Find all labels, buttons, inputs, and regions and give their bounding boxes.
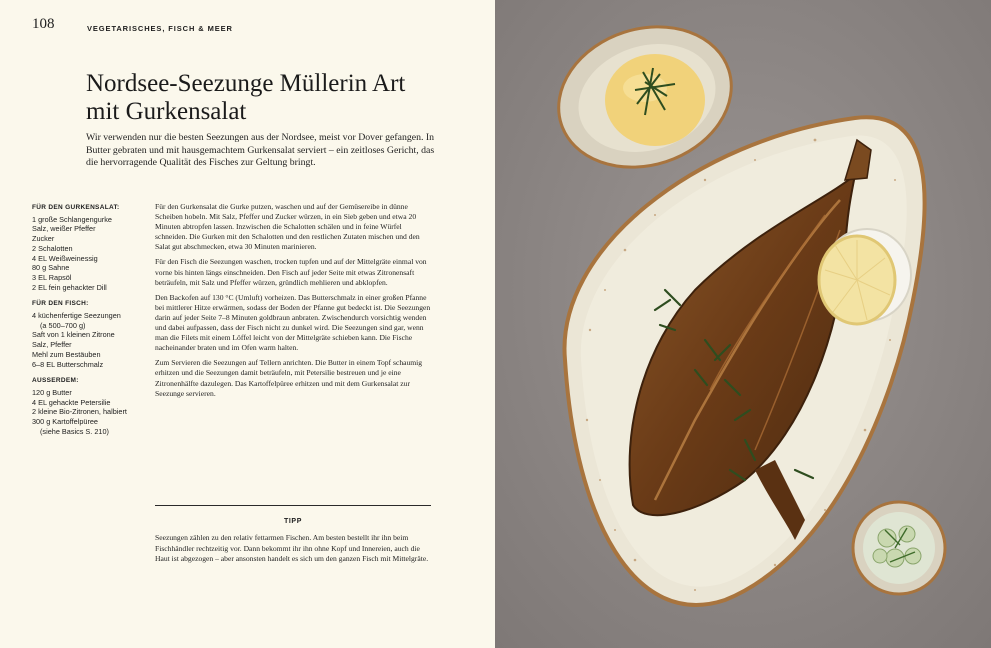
ingredient-item: 4 EL gehackte Petersilie xyxy=(32,397,111,407)
recipe-intro: Wir verwenden nur die besten Seezungen aus der Nordsee, meist vor Dover gefangen. In Butter gebraten und mit hausgemachtem Gurkensalat serviert – ein zeitloses Gericht, das die hervorragende Qualität des Fisches zur Geltung bringt. xyxy=(86,132,435,168)
ingredient-group-heading: FÜR DEN GURKENSALAT: xyxy=(32,204,120,211)
ingredient-item: 2 Schalotten xyxy=(32,243,73,253)
ingredient-group-heading: FÜR DEN FISCH: xyxy=(32,300,89,308)
ingredient-group-fisch xyxy=(32,299,150,369)
ingredients-list xyxy=(32,203,150,443)
method-step: Für den Gurkensalat die Gurke putzen, waschen und auf der Gemüsereibe in dünne Scheiben hobeln. Mit Salz, Pfeffer und Zucker würzen, in ein Sieb geben und etwa 20 Minuten abtropfen lassen. Inzwischen die Schalotten schälen und in feine Würfel schneiden. Die Gurken mit den Schalotten und den restlichen Zutaten mischen und den Salat gut abschmecken, etwa 30 Minuten marinieren. xyxy=(155,202,420,252)
ingredient-item: (siehe Basics S. 210) xyxy=(40,426,109,436)
ingredient-item: 6–8 EL Butterschmalz xyxy=(32,359,104,369)
ingredient-group-ausserdem xyxy=(32,376,150,436)
ingredient-item: Salz, weißer Pfeffer xyxy=(32,224,96,234)
ingredient-group-heading: AUSSERDEM: xyxy=(32,377,79,385)
ingredient-item: 3 EL Rapsöl xyxy=(32,272,72,282)
ingredient-item: 2 EL fein gehackter Dill xyxy=(32,282,107,292)
ingredient-item: 300 g Kartoffelpüree xyxy=(32,417,98,427)
ingredient-item: 120 g Butter xyxy=(32,387,72,397)
ingredient-item: 2 kleine Bio-Zitronen, halbiert xyxy=(32,407,127,417)
recipe-title-line-2: mit Gurkensalat xyxy=(86,98,247,125)
cucumber-salad-bowl xyxy=(853,502,945,594)
tip-divider xyxy=(155,505,431,506)
method-step: Den Backofen auf 130 °C (Umluft) vorheizen. Das Butterschmalz in einer großen Pfanne bei mittlerer Hitze erwärmen, sodass der Boden der Pfanne gut bedeckt ist. Die Seezungen darin auf jeder Seite 7–8 Minuten goldbraun anbraten. Zwischendurch vorsichtig wenden und dabei aufpassen, dass der Fisch nicht zu dunkel wird. Die Seezungen sind gar, wenn man die Filets mit einem Löffel leicht von der Mittelgräte schieben kann. Die Fische nacheinander braten und im Ofen warm halten. xyxy=(155,292,431,353)
section-title: VEGETARISCHES, FISCH & MEER xyxy=(87,24,233,33)
method-step: Für den Fisch die Seezungen waschen, trocken tupfen und auf der Mittelgräte einmal von vorne bis hinten längs einschneiden. Den Fisch auf jeder Seite mit etwas Zitronensaft beträufeln, mit Salz und Pfeffer würzen, gründlich mehlieren und abklopfen. xyxy=(155,257,427,287)
ingredient-item: Zucker xyxy=(32,234,55,244)
ingredient-item: 1 große Schlangengurke xyxy=(32,214,112,224)
method-text xyxy=(155,202,433,404)
tip-text: Seezungen zählen zu den relativ fettarmen Fischen. Am besten bestellt ihr ihn beim Fischhändler rechtzeitig vor. Dann bekommt ihr ihn ohne Kopf und Innereien, auch die Haut ist abgezogen – aber ansonsten handelt es sich um den ganzen Fisch mit Mittelgräte. xyxy=(155,533,429,564)
page-number: 108 xyxy=(32,16,55,32)
tip-heading: TIPP xyxy=(284,518,302,525)
ingredient-item: (a 500–700 g) xyxy=(40,320,86,330)
ingredient-item: 4 EL Weißweinessig xyxy=(32,253,98,263)
recipe-title xyxy=(86,70,476,126)
ingredient-group-gurkensalat xyxy=(32,203,150,292)
ingredient-item: Saft von 1 kleinen Zitrone xyxy=(32,330,115,340)
method-step: Zum Servieren die Seezungen auf Tellern anrichten. Die Butter in einem Topf schaumig erhitzen und die Seezungen damit beträufeln, mit Petersilie bestreuen und je eine Zitronenhälfte dazulegen. Das Kartoffelpüree erhitzen und mit dem Gurkensalat zur Seezunge servieren. xyxy=(155,358,423,398)
dish-photo xyxy=(495,0,991,648)
ingredient-item: 4 küchenfertige Seezungen xyxy=(32,311,121,321)
ingredient-item: 80 g Sahne xyxy=(32,263,70,273)
recipe-page xyxy=(0,0,495,648)
ingredient-item: Salz, Pfeffer xyxy=(32,340,72,350)
dish-photo-illustration xyxy=(495,0,991,648)
recipe-title-line-1: Nordsee-Seezunge Müllerin Art xyxy=(86,70,406,97)
ingredient-item: Mehl zum Bestäuben xyxy=(32,349,101,359)
